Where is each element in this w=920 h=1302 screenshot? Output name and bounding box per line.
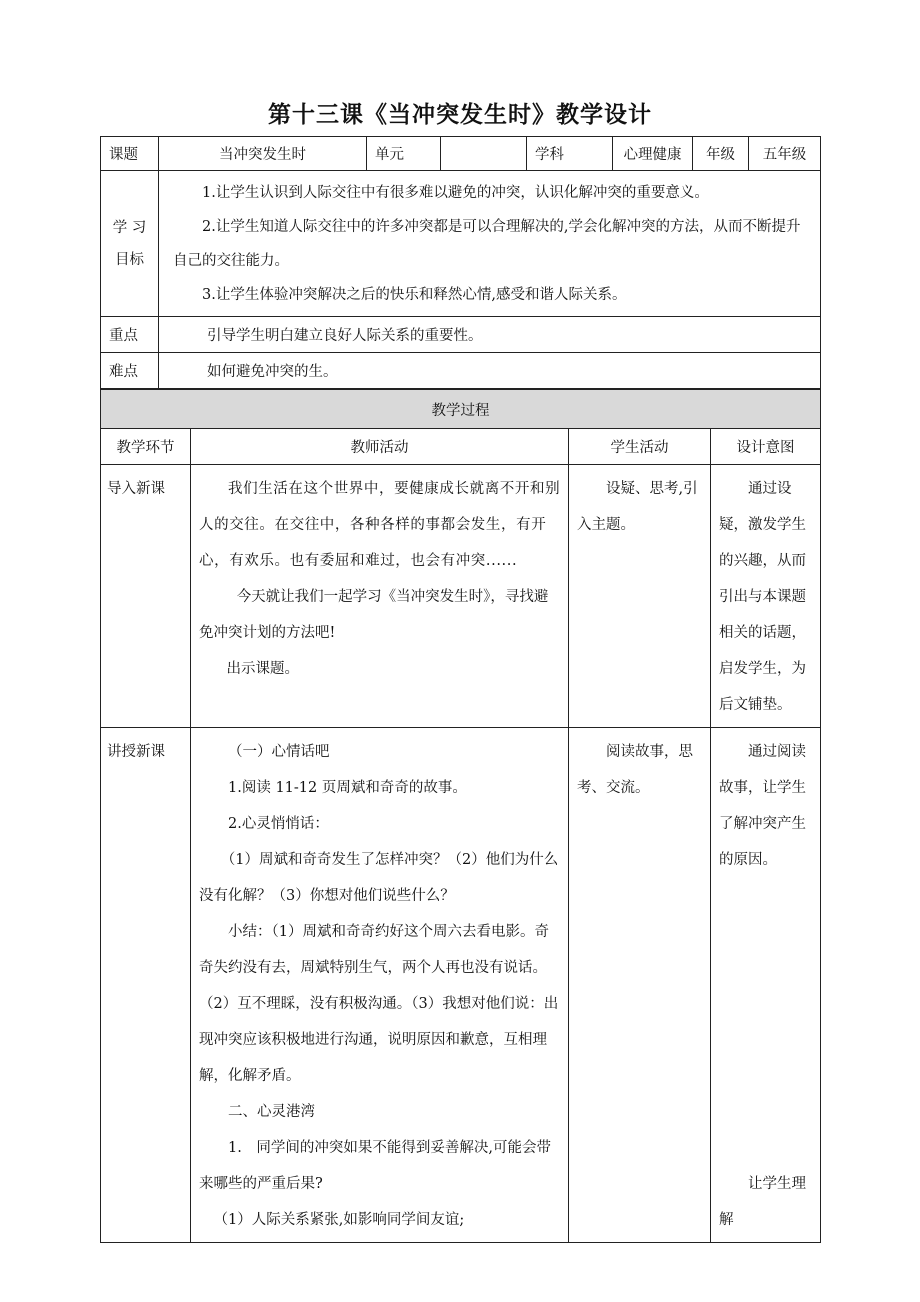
stage-label: 讲授新课 bbox=[107, 744, 165, 760]
intent-text-continued: 让学生理解 bbox=[719, 1176, 806, 1228]
unit-label: 单元 bbox=[367, 137, 441, 171]
teacher-paragraph: 今天就让我们一起学习《当冲突发生时》，寻找避免冲突计划的方法吧! bbox=[199, 589, 549, 641]
design-intent bbox=[711, 465, 821, 728]
subject-label: 学科 bbox=[527, 137, 613, 171]
topic-label: 课题 bbox=[101, 137, 159, 171]
topic-value: 当冲突发生时 bbox=[159, 137, 367, 171]
intent-text: 通过设疑，激发学生的兴趣，从而引出与本课题相关的话题，启发学生，为后文铺垫。 bbox=[719, 481, 806, 713]
stage-cell bbox=[101, 728, 191, 1243]
teacher-paragraph: （1）周斌和奇奇发生了怎样冲突？（2）他们为什么没有化解？（3）你想对他们说些什么？ bbox=[199, 852, 559, 904]
difficulty-value: 如何避免冲突的生。 bbox=[159, 353, 821, 389]
goals-content bbox=[159, 171, 821, 317]
key-point-value: 引导学生明白建立良好人际关系的重要性。 bbox=[159, 317, 821, 353]
student-text: 设疑、思考,引入主题。 bbox=[577, 481, 698, 533]
col-header-student: 学生活动 bbox=[569, 429, 711, 465]
goal-item: 2.让学生知道人际交往中的许多冲突都是可以合理解决的,学会化解冲突的方法，从而不断提升自己的交往能力。 bbox=[173, 218, 801, 269]
teacher-paragraph: （1）人际关系紧张,如影响同学间友谊; bbox=[213, 1212, 465, 1228]
teacher-paragraph: 1. 同学间的冲突如果不能得到妥善解决,可能会带来哪些的严重后果? bbox=[199, 1140, 551, 1192]
goal-item: 3.让学生体验冲突解决之后的快乐和释然心情,感受和谐人际关系。 bbox=[202, 286, 627, 303]
teacher-activity bbox=[191, 465, 569, 728]
subject-value: 心理健康 bbox=[613, 137, 693, 171]
col-header-teacher: 教师活动 bbox=[191, 429, 569, 465]
stage-cell bbox=[101, 465, 191, 728]
goals-label bbox=[101, 171, 159, 317]
difficulty-label: 难点 bbox=[101, 353, 159, 389]
grade-value: 五年级 bbox=[749, 137, 821, 171]
intent-text: 通过阅读故事，让学生了解冲突产生的原因。 bbox=[719, 744, 806, 868]
goal-item: 1.让学生认识到人际交往中有很多难以避免的冲突，认识化解冲突的重要意义。 bbox=[202, 184, 709, 201]
student-activity bbox=[569, 728, 711, 1243]
page-title: 第十三课《当冲突发生时》教学设计 bbox=[268, 102, 652, 128]
stage-label: 导入新课 bbox=[107, 481, 165, 497]
grade-label: 年级 bbox=[693, 137, 749, 171]
goals-label-line1: 学 习 bbox=[112, 219, 147, 236]
teacher-paragraph: 2.心灵悄悄话： bbox=[228, 816, 329, 832]
table-row bbox=[101, 728, 821, 1243]
teacher-paragraph: 1.阅读 11-12 页周斌和奇奇的故事。 bbox=[228, 780, 467, 796]
col-header-intent: 设计意图 bbox=[711, 429, 821, 465]
info-table bbox=[100, 136, 821, 389]
teacher-activity bbox=[191, 728, 569, 1243]
goals-label-line2: 目标 bbox=[115, 251, 144, 268]
teacher-paragraph: 二、心灵港湾 bbox=[228, 1104, 315, 1120]
unit-value bbox=[441, 137, 527, 171]
teacher-paragraph: 出示课题。 bbox=[226, 661, 300, 677]
process-table bbox=[100, 389, 821, 1243]
student-text: 阅读故事，思考、交流。 bbox=[577, 744, 693, 796]
teacher-paragraph: 我们生活在这个世界中，要健康成长就离不开和别人的交往。在交往中，各种各样的事都会发生，有开心，有欢乐。也有委屈和难过，也会有冲突...... bbox=[199, 481, 561, 569]
design-intent bbox=[711, 728, 821, 1243]
process-heading: 教学过程 bbox=[101, 390, 821, 429]
table-row bbox=[101, 465, 821, 728]
col-header-stage: 教学环节 bbox=[101, 429, 191, 465]
teacher-paragraph: （一）心情话吧 bbox=[228, 744, 330, 760]
key-point-label: 重点 bbox=[101, 317, 159, 353]
student-activity bbox=[569, 465, 711, 728]
teacher-paragraph: 小结：（1）周斌和奇奇约好这个周六去看电影。奇奇失约没有去，周斌特别生气，两个人再也没有说话。 （2）互不理睬，没有积极沟通。（3）我想对他们说：出现冲突应该积极地进行沟通，说明原因和歉意，互相理解，化解矛盾。 bbox=[199, 924, 559, 1084]
